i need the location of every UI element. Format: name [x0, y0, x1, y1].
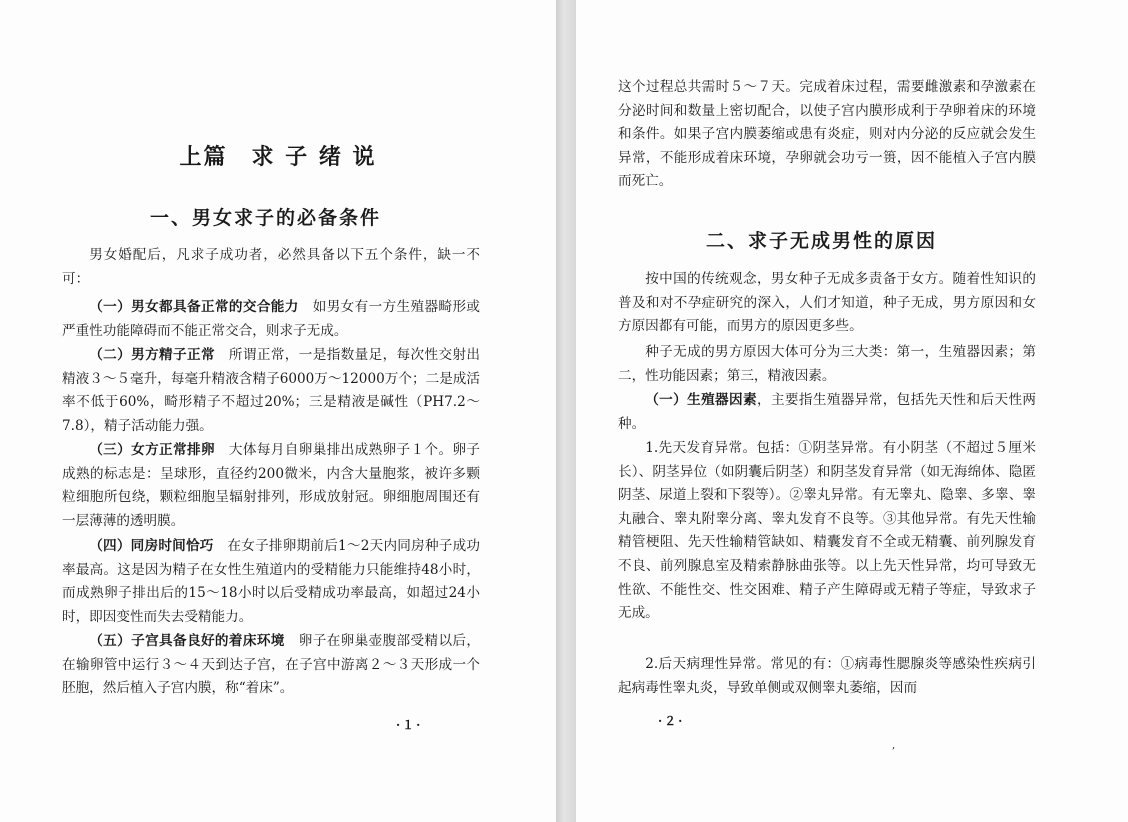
page-gutter [556, 0, 576, 822]
continuation-paragraph: 这个过程总共需时５～７天。完成着床过程，需要雌激素和孕激素在分泌时间和数量上密切配合，以使子宫内膜形成利于孕卵着床的环境和条件。如果子宫内膜萎缩或患有炎症，则对内分泌的反应就会发生异常，不能形成着床环境，孕卵就会功亏一篑，因不能植入子宫内膜而死亡。 [618, 79, 1036, 190]
condition-text: 大体每月自卵巢排出成熟卵子１个。卵子成熟的标志是：呈球形，直径约200微米，内含大量胞浆，被许多颗粒细胞所包绕，颗粒细胞呈辐射排列，形成放射冠。卵细胞周围还有一层薄薄的透明膜。 [62, 442, 481, 529]
condition-text: 如男女有一方生殖器畸形或严重性功能障碍而不能正常交合，则求子无成。 [62, 299, 481, 339]
section-heading-2: 二、求子无成男性的原因 [706, 230, 938, 252]
condition-lead: （四）同房时间恰巧 [89, 538, 214, 554]
condition-paragraph [62, 630, 480, 701]
condition-paragraph [62, 439, 480, 533]
condition-lead: （二）男方精子正常 [89, 347, 215, 363]
condition-lead: （一）男女都具备正常的交合能力 [89, 299, 299, 315]
body-paragraph: 按中国的传统观念，男女种子无成多责备于女方。随着性知识的普及和对不孕症研究的深入，人们才知道，种子无成，男方原因和女方原因都有可能，而男方的原因更多些。 [618, 271, 1036, 335]
chapter-title: 上篇 求 子 绪 说 [179, 144, 377, 170]
section-heading-1: 一、男女求子的必备条件 [150, 207, 382, 229]
page-2 [576, 0, 1128, 822]
intro-paragraph: 男女婚配后，凡求子成功者，必然具备以下五个条件，缺一不可： [62, 247, 480, 287]
condition-paragraph [62, 344, 480, 438]
body-paragraph: 2.后天病理性异常。常见的有：①病毒性腮腺炎等感染性疾病引起病毒性睾丸炎，导致单侧或双侧睾丸萎缩，因而 [618, 656, 1036, 696]
condition-text: 在女子排卵期前后1～2天内同房种子成功率最高。这是因为精子在女性生殖道内的受精能力只能维持48小时，而成熟卵子排出后的15～18小时以后受精成功率最高，如超过24小时，即因变性而失去受精能力。 [62, 538, 481, 625]
factor-text: ，主要指生殖器异常，包括先天性和后天性两种。 [618, 392, 1037, 432]
page-number: ·２· [658, 714, 685, 728]
condition-paragraph [62, 296, 480, 343]
body-paragraph: 1.先天发育异常。包括：①阴茎异常。有小阴茎（不超过５厘米长）、阴茎异位（如阴囊后阴茎）和阴茎发育异常（如无海绵体、隐匿阴茎、尿道上裂和下裂等）。②睾丸异常。有无睾丸、隐睾、多睾、睾丸融合、睾丸附睾分离、睾丸发育不良等。③其他异常。有先天性输精管梗阻、先天性输精管缺如、精囊发育不全或无精囊、前列腺发育不良、前列腺息室及精索静脉曲张等。以上先天性异常，均可导致无性欲、不能性交、性交困难、精子产生障碍或无精子等症，导致求子无成。 [618, 440, 1036, 622]
condition-lead: （五）子宫具备良好的着床环境 [89, 633, 285, 649]
page-number: ·１· [396, 718, 423, 732]
condition-paragraph [62, 535, 480, 629]
body-paragraph: 种子无成的男方原因大体可分为三大类：第一，生殖器因素；第二，性功能因素；第三，精液因素。 [618, 344, 1036, 384]
condition-text: 卵子在卵巢壶腹部受精以后，在输卵管中运行３～４天到达子宫，在子宫中游离２～３天形成一个胚胞，然后植入子宫内膜，称“着床”。 [62, 633, 480, 697]
condition-text: 所谓正常，一是指数量足，每次性交射出精液３～５毫升，每毫升精液含精子6000万～12000万个；二是成活率不低于60%，畸形精子不超过20%；三是精液是碱性（PH7.2～7.8），精子活动能力强。 [62, 347, 481, 434]
page-1 [0, 0, 556, 822]
factor-lead: （一）生殖器因素 [645, 392, 757, 408]
body-paragraph [618, 389, 1036, 436]
condition-lead: （三）女方正常排卵 [89, 442, 215, 458]
scan-speck: , [892, 740, 896, 751]
